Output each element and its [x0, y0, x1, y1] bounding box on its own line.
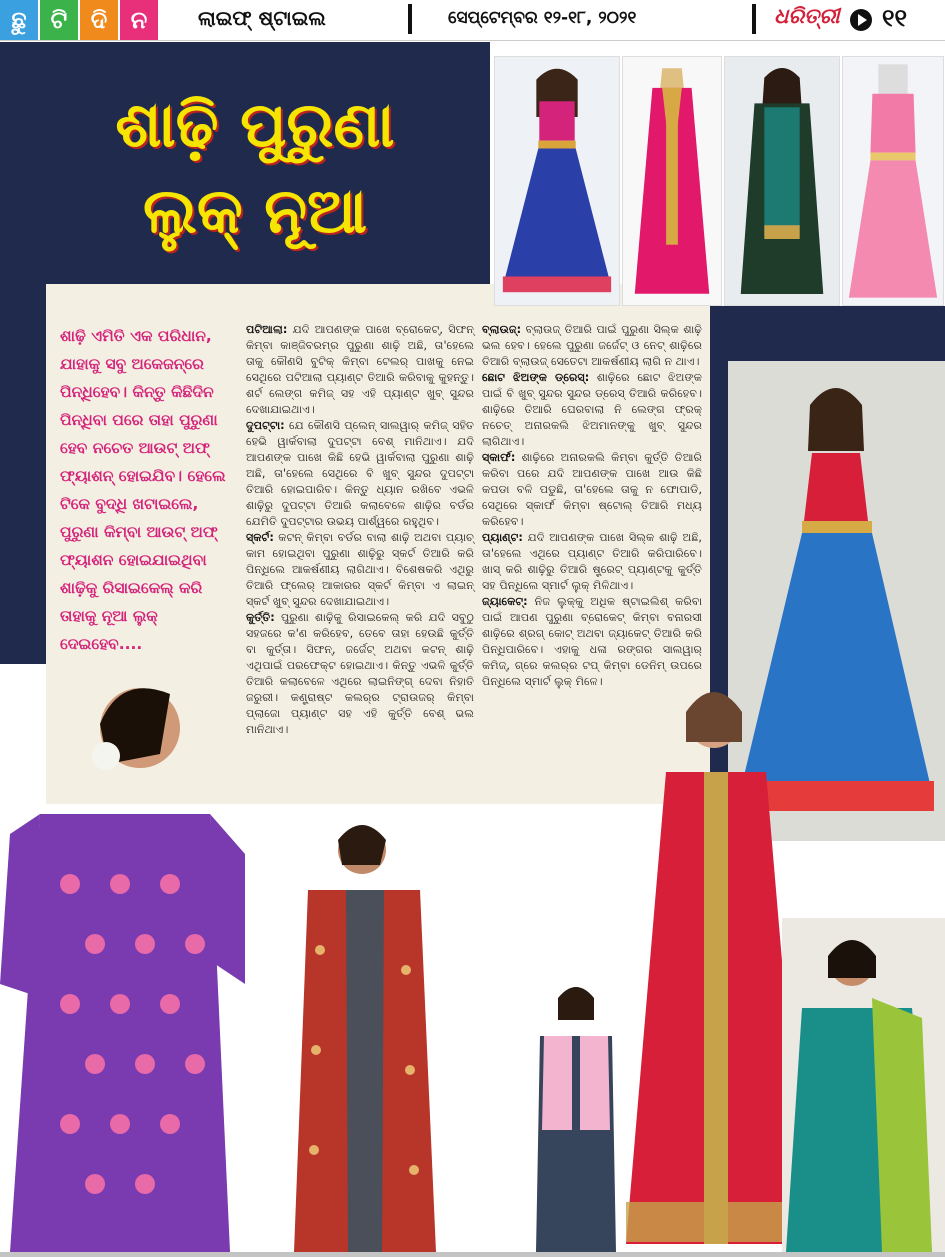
headline-line-1: ଶାଢ଼ି ପୁରୁଣା — [115, 88, 395, 161]
brand-letter: ଦି — [80, 0, 120, 40]
page-bottom-edge — [0, 1252, 945, 1257]
article-column-2 — [482, 322, 702, 690]
page-header — [0, 0, 945, 41]
paragraph-term: ପ୍ୟାଣ୍ଟ: — [482, 531, 523, 544]
header-divider — [752, 4, 756, 34]
paragraph-text: ଶାଢ଼ିରେ ଛୋଟ ଝିଅଙ୍କ ପାଇଁ ବି ଖୁବ୍ ସୁନ୍ଦର ସୁନ୍ଦର ଡ୍ରେସ୍ ତିଆରି କରିହେବ। ଶାଢ଼ିରେ ତିଆରି ଘେରବାଲା ନି ଲେଙ୍ଗ ଫ୍ରକ୍ ନଚେତ୍ ଅନାରକଲି ଝିଅମାନଙ୍କୁ ଖୁବ୍ ସୁନ୍ଦର ଲାଗିଥାଏ। — [482, 371, 702, 448]
paragraph-text: କଟନ୍ କିମ୍ବା ବର୍ଡର ବାଲା ଶାଢ଼ି ଅଥବା ପ୍ୟାଚ୍ କାମ ହୋଇଥିବା ପୁରୁଣା ଶାଢ଼ିରୁ ସ୍କର୍ଟ ତିଆରି କରି ପିନ୍ଧିଲେ ଆକର୍ଷଣୀୟ ଲାଗିଥାଏ। ବିଶେଷକରି ଏଥିରୁ ତିଆରି ଫ୍ଲେର୍ ଆକାରର ସ୍କର୍ଟ କିମ୍ବା ଏ ଲାଇନ୍ ସ୍କର୍ଟ ଖୁବ୍ ସୁନ୍ଦର ଦେଖାଯାଇଥାଏ। — [246, 531, 474, 608]
headline — [20, 82, 490, 254]
photo-green-jacket-suit — [724, 56, 840, 306]
issue-date: ସେପ୍ଟେମ୍ବର ୧୨-୧୮, ୨୦୨୧ — [448, 8, 637, 28]
intro-paragraph: ଶାଢ଼ି ଏମିତି ଏକ ପରିଧାନ, ଯାହାକୁ ସବୁ ଅକେଜନ୍‌ରେ ପିନ୍ଧିହେବ। କିନ୍ତୁ କିଛିଦିନ ପିନ୍ଧିବା ପରେ ତାହା ପୁରୁଣା ହେବ ନଚେତ ଆଉଟ୍ ଅଫ୍ ଫ୍ୟାଶନ୍ ହୋଇଯିବ। ହେଲେ ଟିକେ ବୁଦ୍ଧି ଖଟାଇଲେ, ପୁରୁଣା କିମ୍ବା ଆଉଟ୍ ଅଫ୍ ଫ୍ୟାଶନ ହୋଇଯାଇଥିବା ଶାଢ଼ିକୁ ରିସାଇକେଲ୍ କରି ତାହାକୁ ନୂଆ ଲୁକ୍ ଦେଇହେବ.... — [60, 327, 226, 653]
brand-letter: ଟି — [40, 0, 80, 40]
brand-letter: ନ — [120, 0, 160, 40]
paragraph-text: ନିଜ ଲୁକ୍‌କୁ ଅଧିକ ଷ୍ଟାଇଲିଶ୍ କରିବା ପାଇଁ ଆପଣ ପୁରୁଣା ବ୍ରୋକେଟ୍ କିମ୍ବା ବନାରସୀ ଶାଢ଼ିରେ ଶ୍ରଗ୍ କୋଟ୍ ଅଥବା ଜ୍ୟାକେଟ୍ ତିଆରି କରି ପିନ୍ଧିପାରିବେ। ଏହାକୁ ଧଳା ରଙ୍ଗର ସାଲୱାର୍ କମିଜ୍, ଗ୍ରେ କଲର୍‌ର ଟପ୍ କିମ୍ବା ଡେନିମ୍ ଉପରେ ପିନ୍ଧିଲେ ସ୍ମାର୍ଟ ଲୁକ୍ ମିଳେ। — [482, 595, 702, 688]
paragraph-term: ବ୍ଲାଉଜ୍: — [482, 323, 522, 336]
paragraph-text: ଯେ କୌଣସି ପ୍ଲେନ୍ ସାଲୱାର୍ କମିଜ୍ ସହିତ ହେଭି ୱାର୍କବାଲା ଦୁପଟ୍ଟା ବେଶ୍ ମାନିଥାଏ। ଯଦି ଆପଣଙ୍କ ପାଖେ କିଛି ହେଭି ୱାର୍କବାଲା ପୁରୁଣା ଶାଢ଼ି ଅଛି, ତା'ହେଲେ ସେଥିରେ ବି ଖୁବ୍ ସୁନ୍ଦର ଦୁପଟ୍ଟା ତିଆରି ହୋଇପାରିବ। କିନ୍ତୁ ଧ୍ୟାନ ରଖିବେ ଏଭଳି ଶାଢ଼ିରୁ ଦୁପଟ୍ଟା ତିଆରି କଲାବେଳେ ଶାଢ଼ିର ବର୍ଡର ଯେମିତି ଦୁପଟ୍ଟାର ଉଭୟ ପାର୍ଶ୍ୱରେ ରହୁଥିବ। — [246, 419, 474, 528]
photo-blue-anarkali — [494, 56, 620, 306]
header-divider — [408, 4, 412, 34]
left-navy-strip — [0, 284, 46, 664]
paragraph-term: କୁର୍ତ୍ତି: — [246, 611, 275, 624]
article-paragraph — [246, 322, 474, 418]
right-navy-block — [710, 306, 945, 361]
play-arrow-icon — [850, 9, 872, 31]
article-paragraph — [246, 610, 474, 738]
paragraph-text: ପୁରୁଣା ଶାଢ଼ିକୁ ରିସାଇକେଲ୍ କରି ଯଦି ସବୁଠୁ ସହଜରେ କ'ଣ କରିହେବ, ତେବେ ତାହା ହେଉଛି କୁର୍ତ୍ତି ବା କୁର୍ତ୍ତା। ସିଫନ୍, ଜର୍ଜେଟ୍ ଅଥବା କଟନ୍ ଶାଢ଼ି ଏଥିପାଇଁ ପରଫେକ୍ଟ ହୋଇଥାଏ। କିନ୍ତୁ ଏଭଳି କୁର୍ତ୍ତି ତିଆରି କଲାବେଳେ ଏଥିରେ ଲାଇନିଙ୍ଗ୍ ଦେବା ନିହାତି ଜରୁରୀ। କଣ୍ଟ୍ରାଷ୍ଟ କଲର୍‌ର ଟ୍ରାଉଜର୍ କିମ୍ବା ପ୍ଲାଜୋ ପ୍ୟାଣ୍ଟ ସହ ଏହି କୁର୍ତ୍ତି ବେଶ୍ ଭଲ ମାନିଥାଏ। — [246, 611, 474, 736]
article-paragraph — [482, 370, 702, 450]
page-number: ୧୧ — [882, 4, 908, 32]
paragraph-term: ଜ୍ୟାକେଟ୍: — [482, 595, 528, 608]
photo-teal-suit-green-dupatta — [782, 918, 945, 1252]
paragraph-term: ଛୋଟ ଝିଅଙ୍କ ଡ୍ରେସ୍: — [482, 371, 590, 384]
article-paragraph — [482, 530, 702, 594]
photo-purple-kurti-back — [0, 664, 245, 1252]
paragraph-text: ବ୍ଲାଉଜ୍ ତିଆରି ପାଇଁ ପୁରୁଣା ସିଲ୍କ ଶାଢ଼ି ଭଲ ହେବ। ହେଲେ ପୁରୁଣା ଜର୍ଜେଟ୍ ଓ ନେଟ୍ ଶାଢ଼ିରେ ତିଆରି ବ୍ଲାଉଜ୍ ସେତେଟା ଆକର୍ଷଣୀୟ ଲାଗି ନ ଥାଏ। — [482, 323, 702, 368]
brand-letter: ଛୁ — [0, 0, 40, 40]
photo-pink-gown — [842, 56, 944, 306]
headline-line-2: ଲୁକ୍ ନୂଆ — [142, 174, 368, 247]
paragraph-term: ସ୍କର୍ଟ: — [246, 531, 274, 544]
paragraph-term: ଦୁପଟ୍ଟା: — [246, 419, 285, 432]
paragraph-term: ସ୍କାର୍ଫ: — [482, 451, 516, 464]
article-column-1 — [246, 322, 474, 738]
photo-red-printed-jacket — [290, 810, 440, 1252]
newspaper-logo: ଧରିତ୍ରୀ — [774, 4, 840, 28]
paragraph-text: ଯଦି ଆପଣଙ୍କ ପାଖେ ବ୍ରୋକେଟ୍, ସିଫନ୍ କିମ୍ବା କାଞ୍ଜିବରମ୍‌ର ପୁରୁଣା ଶାଢ଼ି ଅଛି, ତା'ହେଲେ ତାକୁ କୌଣସି ବୁଟିକ୍ କିମ୍ବା ଟେଲର୍ ପାଖକୁ ନେଇ ସେଥିରେ ପଟିଆଲା ପ୍ୟାଣ୍ଟ ତିଆରି କରିବାକୁ କୁହନ୍ତୁ। ଶର୍ଟ ଲେଙ୍ଗ କମିଜ୍ ସହ ଏହି ପ୍ୟାଣ୍ଟ ଖୁବ୍ ସୁନ୍ଦର ଦେଖାଯାଇଥାଏ। — [246, 323, 474, 416]
section-title: ଲାଇଫ୍ ଷ୍ଟାଇଲ — [198, 6, 326, 30]
paragraph-term: ପଟିଆଲା: — [246, 323, 288, 336]
article-paragraph — [482, 322, 702, 370]
article-paragraph — [482, 450, 702, 530]
photo-pink-dupatta-dress — [622, 56, 722, 306]
supplement-brand-logo — [0, 0, 160, 40]
paragraph-text: ଯଦି ଆପଣଙ୍କ ପାଖେ ସିଲ୍କ ଶାଢ଼ି ଅଛି, ତା'ହେଲେ ଏଥିରେ ପ୍ୟାଣ୍ଟ ତିଆରି କରିପାରିବେ। ଖାସ୍ କରି ଶାଢ଼ିରୁ ତିଆରି ଷ୍ଟ୍ରେଟ୍ ପ୍ୟାଣ୍ଟକୁ କୁର୍ତ୍ତି ସହ ପିନ୍ଧିଲେ ସ୍ମାର୍ଟ ଲୁକ୍ ମିଳିଥାଏ। — [482, 531, 702, 592]
paragraph-text: ଶାଢ଼ିରେ ଅନାରକଲି କିମ୍ବା କୁର୍ତ୍ତି ତିଆରି କରିବା ପରେ ଯଦି ଆପଣଙ୍କ ପାଖେ ଆଉ କିଛି କପଡା ବଳି ପଡୁଛି, ତା'ହେଲେ ତାକୁ ନ ଫୋପାଡି, ସେଥିରେ ସ୍କାର୍ଫ କିମ୍ବା ଷ୍ଟୋଲ୍ ତିଆରି ମଧ୍ୟ କରିହେବ। — [482, 451, 702, 528]
article-paragraph — [246, 530, 474, 610]
article-paragraph — [246, 418, 474, 530]
